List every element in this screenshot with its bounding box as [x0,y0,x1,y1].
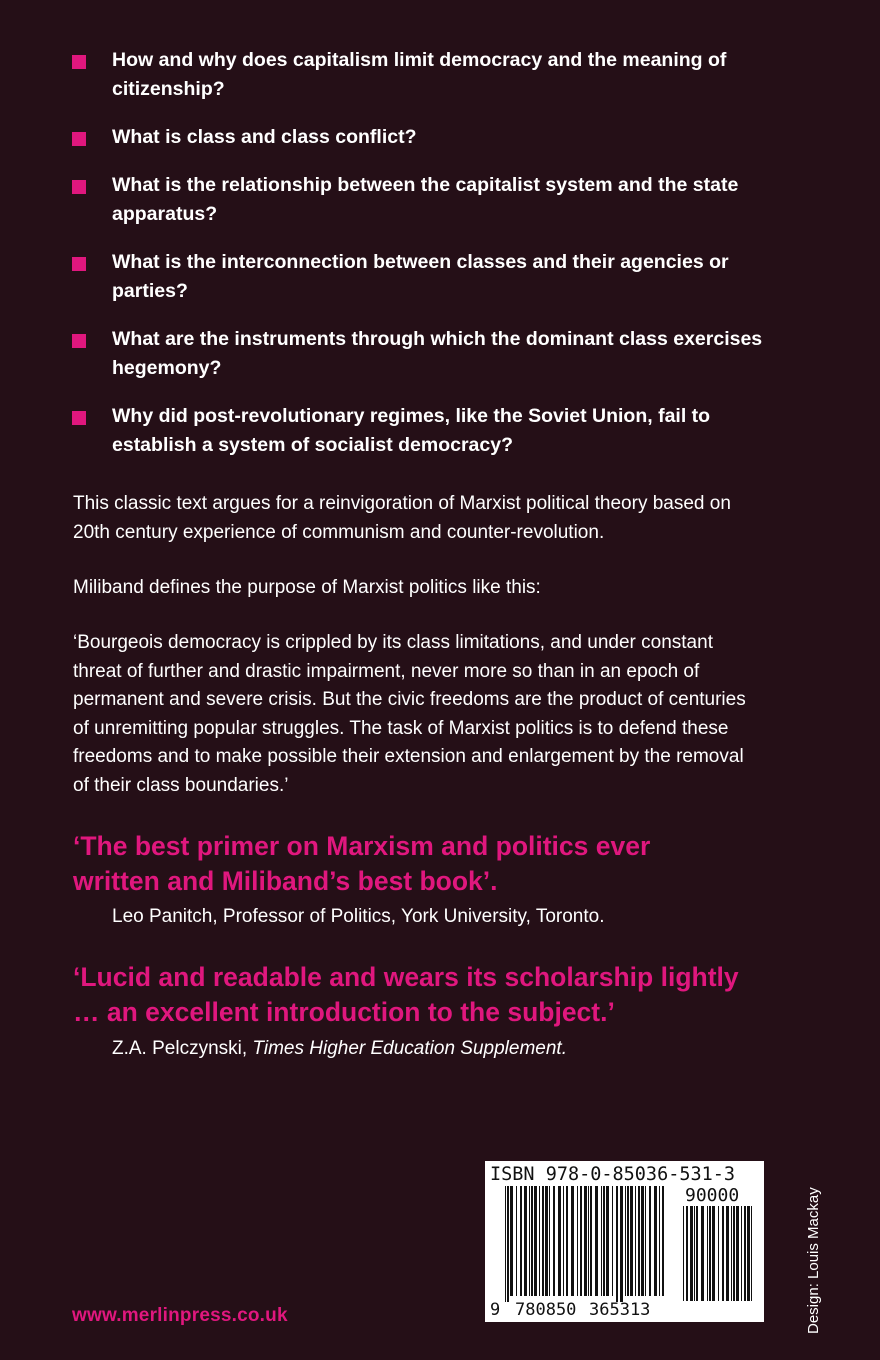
bullet-square-icon [72,257,86,271]
question-text: What are the instruments through which the dominant class exercises hegemony? [112,328,763,379]
isbn-barcode [485,1161,764,1322]
barcode-bar [566,1186,568,1296]
barcode-bar [588,1186,589,1296]
barcode-bar [529,1186,530,1296]
barcode-bar [627,1186,629,1296]
barcode-bar [638,1186,640,1296]
ean-left-digits: 780850 [515,1300,577,1320]
barcode-bar [539,1186,540,1296]
barcode-graphic [485,1161,764,1322]
barcode-bar [531,1186,533,1296]
barcode-bar [744,1206,746,1301]
publication-name: Times Higher Education Supplement. [252,1038,567,1059]
question-list [72,46,772,479]
bullet-square-icon [72,180,86,194]
bullet-square-icon [72,55,86,69]
barcode-bar [563,1186,564,1296]
publisher-website[interactable]: www.merlinpress.co.uk [72,1305,288,1326]
barcode-bar [649,1186,651,1296]
barcode-bar [736,1206,739,1301]
barcode-bar [709,1206,711,1301]
barcode-bar [534,1186,537,1296]
intro-paragraph: This classic text argues for a reinvigoration of Marxist political theory based on 20th century experience of communism and counter-revolution. [73,493,731,543]
excerpt-paragraph: ‘Bourgeois democracy is crippled by its class limitations, and under constant threat of further and drastic impairment, never more so than in an epoch of permanent and severe crisis. But the civic freedoms are the product of centuries of unremitting popular struggles. The task of Marxist politics is to defend these freedoms and to make possible their extension and enlargement by the removal of their class boundaries.’ [73,632,746,796]
barcode-bar [686,1206,688,1301]
design-credit: Design: Louis Mackay [805,1187,822,1334]
list-item [72,325,772,383]
barcode-bar [590,1186,592,1296]
barcode-bar [595,1186,598,1296]
barcode-bar [510,1186,513,1296]
barcode-bar [505,1186,506,1302]
barcode-bar [683,1206,684,1301]
question-text: What is class and class conflict? [112,126,417,148]
barcode-bar [620,1186,623,1302]
barcode-bar [616,1186,618,1302]
barcode-bar [712,1206,715,1301]
question-text: What is the interconnection between classes and their agencies or parties? [112,251,729,302]
barcode-bar [641,1186,644,1296]
price-code-text: 90000 [685,1185,740,1206]
question-text: What is the relationship between the capitalist system and the state apparatus? [112,174,739,225]
barcode-bar [603,1186,605,1296]
reviewer-name: Z.A. Pelczynski, [112,1038,253,1059]
barcode-bar [612,1186,613,1296]
review-quote-1: ‘The best primer on Marxism and politics ever written and Miliband’s best book’. [73,831,651,896]
bullet-square-icon [72,334,86,348]
barcode-bar [694,1206,695,1301]
barcode-bar [553,1186,555,1296]
lead-in-paragraph: Miliband defines the purpose of Marxist politics like this: [73,577,541,598]
barcode-bar [722,1206,724,1301]
barcode-bar [520,1186,522,1296]
barcode-bar [707,1206,708,1301]
barcode-bar [718,1206,719,1301]
barcode-bar [726,1206,729,1301]
question-text: How and why does capitalism limit democracy and the meaning of citizenship? [112,49,727,100]
barcode-bar [733,1206,735,1301]
barcode-bar [645,1186,646,1296]
bullet-square-icon [72,132,86,146]
barcode-bar [601,1186,602,1296]
list-item [72,171,772,229]
barcode-bar [507,1186,509,1302]
barcode-bar [584,1186,587,1296]
isbn-text: ISBN 978-0-85036-531-3 [490,1164,736,1185]
barcode-bar [606,1186,609,1296]
barcode-bar [580,1186,582,1296]
barcode-bar [731,1206,732,1301]
barcode-bar [662,1186,664,1296]
barcode-bar [545,1186,548,1296]
list-item [72,46,772,104]
barcode-bar [524,1186,527,1296]
barcode-bar [659,1186,660,1296]
barcode-bar [696,1206,698,1301]
ean-first-digit: 9 [490,1300,501,1320]
barcode-bar [654,1186,657,1296]
list-item [72,402,772,460]
barcode-bar [516,1186,517,1296]
barcode-bar [690,1206,693,1301]
barcode-bar [571,1186,574,1296]
barcode-bar [577,1186,578,1296]
review-attribution-1: Leo Panitch, Professor of Politics, York University, Toronto. [112,906,605,927]
ean-right-digits: 365313 [589,1300,651,1320]
barcode-bar [549,1186,550,1296]
barcode-bar [542,1186,544,1296]
barcode-bar [625,1186,626,1296]
review-attribution-2 [112,1036,567,1062]
list-item [72,123,772,152]
review-quote-2: ‘Lucid and readable and wears its scholarship lightly … an excellent introduction to the subject.’ [73,962,739,1027]
addon-bars [683,1206,752,1301]
barcode-bar [630,1186,633,1296]
list-item [72,248,772,306]
barcode-bar [747,1206,750,1301]
barcode-bar [558,1186,561,1296]
question-text: Why did post-revolutionary regimes, like the Soviet Union, fail to establish a system of socialist democracy? [112,405,711,456]
barcode-bar [751,1206,752,1301]
barcode-bar [635,1186,636,1296]
barcode-bar [741,1206,742,1301]
ean-bars [505,1186,664,1302]
bullet-square-icon [72,411,86,425]
barcode-bar [701,1206,704,1301]
